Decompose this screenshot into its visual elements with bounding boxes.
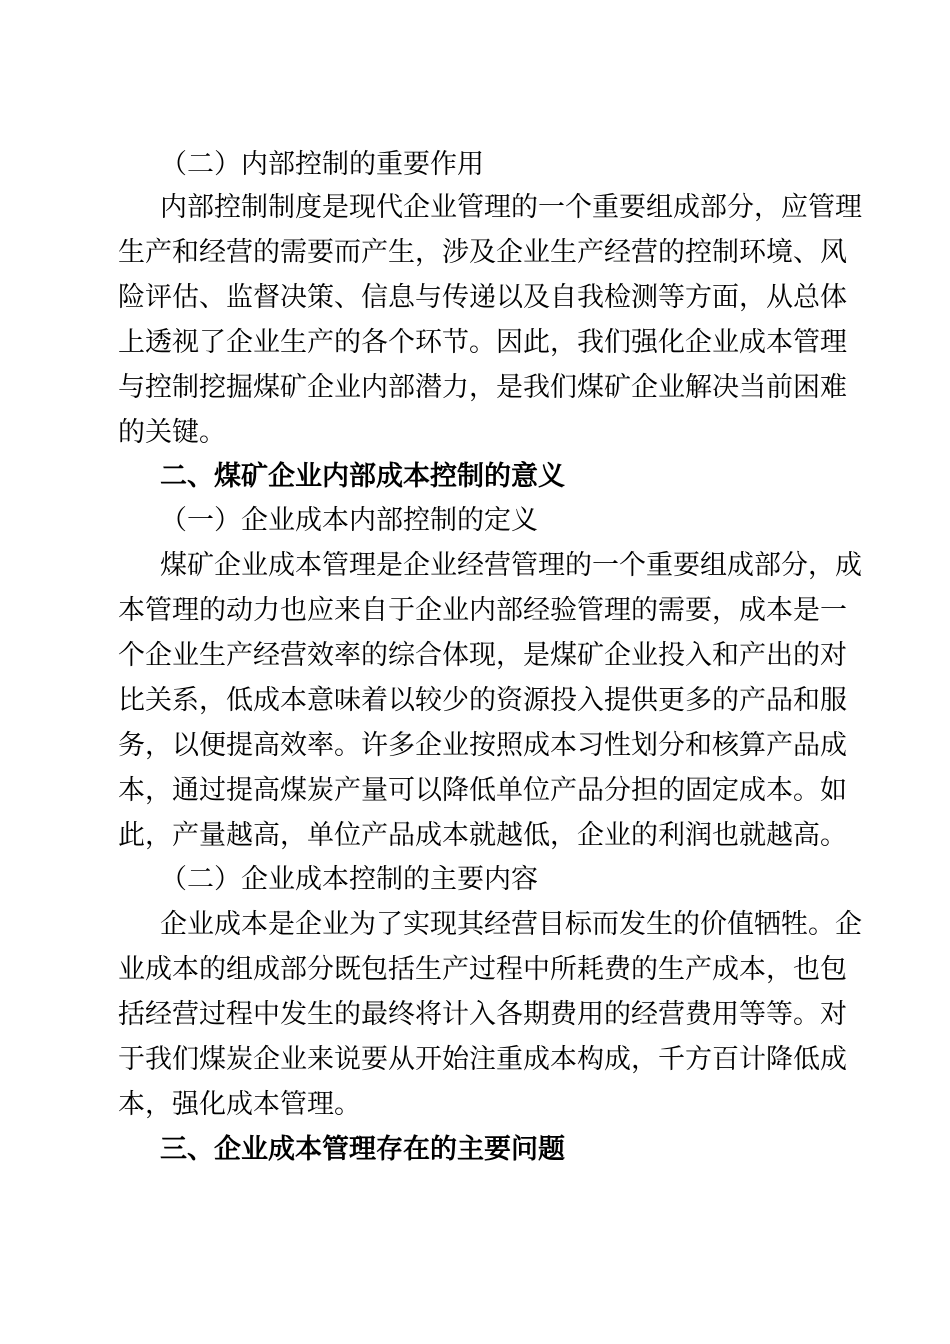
paragraph-line: 煤矿企业成本管理是企业经营管理的一个重要组成部分，成 (160, 550, 862, 581)
paragraph-line: 本管理的动力也应来自于企业内部经验管理的需要，成本是一 (118, 595, 847, 626)
paragraph-line: 本，通过提高煤炭产量可以降低单位产品分担的固定成本。如 (118, 775, 847, 806)
paragraph-line: 生产和经营的需要而产生，涉及企业生产经营的控制环境、风 (118, 237, 847, 268)
paragraph-line: 比关系，低成本意味着以较少的资源投入提供更多的产品和服 (118, 685, 847, 716)
paragraph-line: 于我们煤炭企业来说要从开始注重成本构成，千方百计降低成 (118, 1044, 847, 1075)
paragraph-line: 险评估、监督决策、信息与传递以及自我检测等方面，从总体 (118, 282, 847, 313)
section-heading-2: 二、煤矿企业内部成本控制的意义 (160, 461, 565, 492)
paragraph-line: 此，产量越高，单位产品成本就越低，企业的利润也就越高。 (118, 820, 847, 851)
section-heading-3: 三、企业成本管理存在的主要问题 (160, 1134, 565, 1165)
paragraph-line: 务，以便提高效率。许多企业按照成本习性划分和核算产品成 (118, 730, 847, 761)
paragraph-line: 企业成本是企业为了实现其经营目标而发生的价值牺牲。企 (160, 909, 862, 940)
paragraph-line: 与控制挖掘煤矿企业内部潜力，是我们煤矿企业解决当前困难 (118, 372, 847, 403)
paragraph-line: 业成本的组成部分既包括生产过程中所耗费的生产成本，也包 (118, 954, 847, 985)
subheading-cost-control-definition: （一）企业成本内部控制的定义 (160, 505, 538, 536)
paragraph-line: 上透视了企业生产的各个环节。因此，我们强化企业成本管理 (118, 327, 847, 358)
paragraph-line: 个企业生产经营效率的综合体现，是煤矿企业投入和产出的对 (118, 640, 847, 671)
paragraph-line: 本，强化成本管理。 (118, 1089, 361, 1120)
paragraph-line: 括经营过程中发生的最终将计入各期费用的经营费用等等。对 (118, 999, 847, 1030)
paragraph-line: 内部控制制度是现代企业管理的一个重要组成部分，应管理 (160, 192, 862, 223)
subheading-internal-control-role: （二）内部控制的重要作用 (160, 149, 484, 180)
paragraph-line: 的关键。 (118, 417, 226, 448)
subheading-cost-control-content: （二）企业成本控制的主要内容 (160, 864, 538, 895)
